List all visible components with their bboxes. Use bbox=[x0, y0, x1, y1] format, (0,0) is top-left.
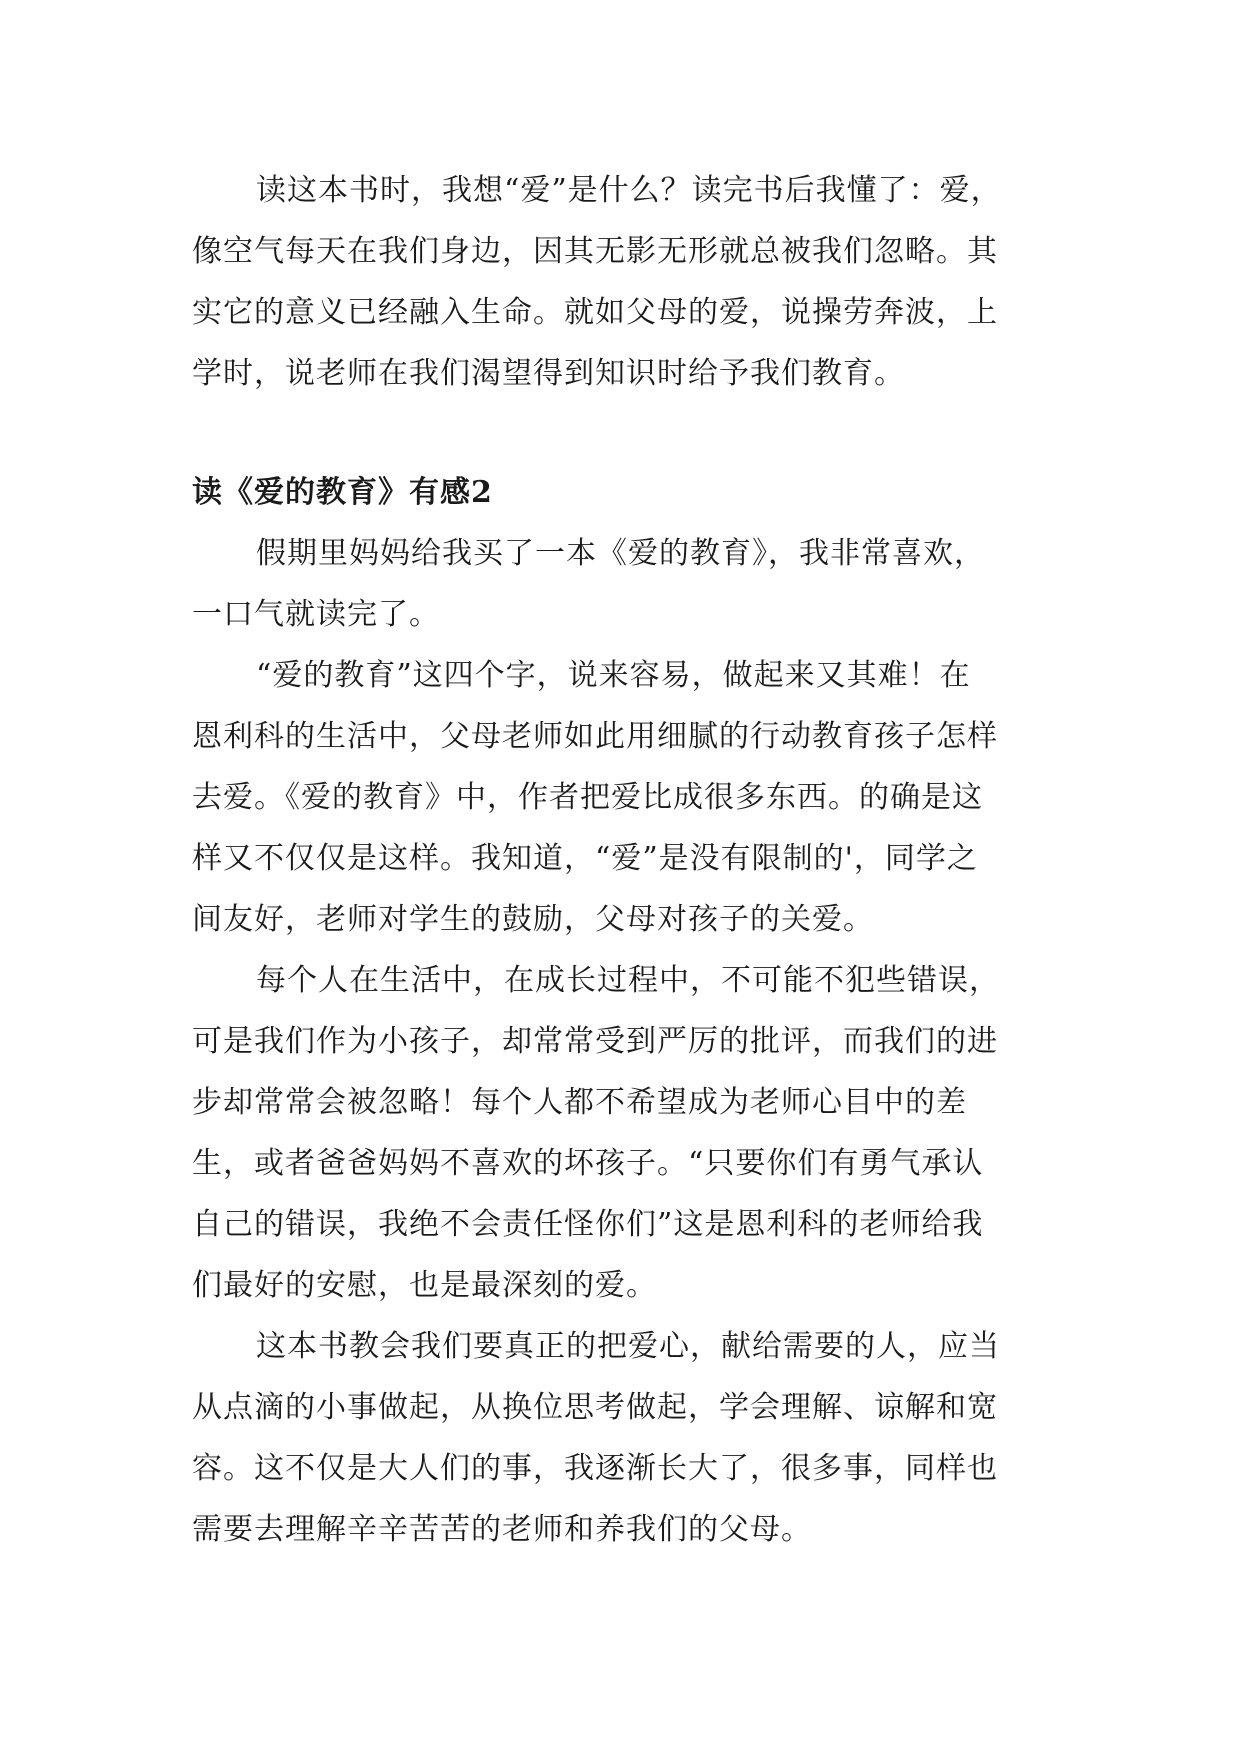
text-line: 生，或者爸爸妈妈不喜欢的坏孩子。“只要你们有勇气承认 bbox=[192, 1146, 984, 1181]
text-line: 样又不仅仅是这样。我知道，“爱”是没有限制的'，同学之 bbox=[192, 841, 978, 876]
section-heading: 读《爱的教育》有感2 bbox=[192, 475, 493, 510]
paragraph-4 bbox=[192, 1316, 1052, 1560]
text-line: 容。这不仅是大人们的事，我逐渐长大了，很多事，同样也 bbox=[192, 1451, 998, 1486]
section-spacer bbox=[192, 404, 1052, 462]
text-line: 学时，说老师在我们渴望得到知识时给予我们教育。 bbox=[192, 356, 905, 391]
text-line: 读这本书时，我想“爱”是什么？读完书后我懂了：爱， bbox=[256, 173, 1002, 208]
text-line: 从点滴的小事做起，从换位思考做起，学会理解、谅解和宽 bbox=[192, 1390, 998, 1425]
document-page bbox=[192, 160, 1052, 1560]
text-line: 自己的错误，我绝不会责任怪你们”这是恩利科的老师给我 bbox=[192, 1207, 984, 1242]
text-line: 恩利科的生活中，父母老师如此用细腻的行动教育孩子怎样 bbox=[192, 719, 998, 754]
paragraph-3 bbox=[192, 950, 1052, 1316]
text-line: 一口气就读完了。 bbox=[192, 597, 440, 632]
text-line: 可是我们作为小孩子，却常常受到严厉的批评，而我们的进 bbox=[192, 1024, 998, 1059]
text-line: 去爱。《爱的教育》中，作者把爱比成很多东西。的确是这 bbox=[192, 780, 983, 815]
text-line: 这本书教会我们要真正的把爱心，献给需要的人，应当 bbox=[256, 1329, 1000, 1364]
text-line: 间友好，老师对学生的鼓励，父母对孩子的关爱。 bbox=[192, 902, 874, 937]
text-line: 需要去理解辛辛苦苦的老师和养我们的父母。 bbox=[192, 1512, 812, 1547]
text-line: 步却常常会被忽略！每个人都不希望成为老师心目中的差 bbox=[192, 1085, 967, 1120]
text-line: 每个人在生活中，在成长过程中，不可能不犯些错误， bbox=[256, 963, 1000, 998]
text-line: 实它的意义已经融入生命。就如父母的爱，说操劳奔波，上 bbox=[192, 295, 998, 330]
text-line: 像空气每天在我们身边，因其无影无形就总被我们忽略。其 bbox=[192, 234, 998, 269]
text-line: 假期里妈妈给我买了一本《爱的教育》，我非常喜欢， bbox=[256, 536, 985, 571]
paragraph-2 bbox=[192, 645, 1052, 950]
text-line: 们最好的安慰，也是最深刻的爱。 bbox=[192, 1268, 657, 1303]
paragraph-1 bbox=[192, 523, 1052, 645]
paragraph-intro bbox=[192, 160, 1052, 404]
text-line: “爱的教育”这四个字，说来容易，做起来又其难！在 bbox=[256, 658, 971, 693]
